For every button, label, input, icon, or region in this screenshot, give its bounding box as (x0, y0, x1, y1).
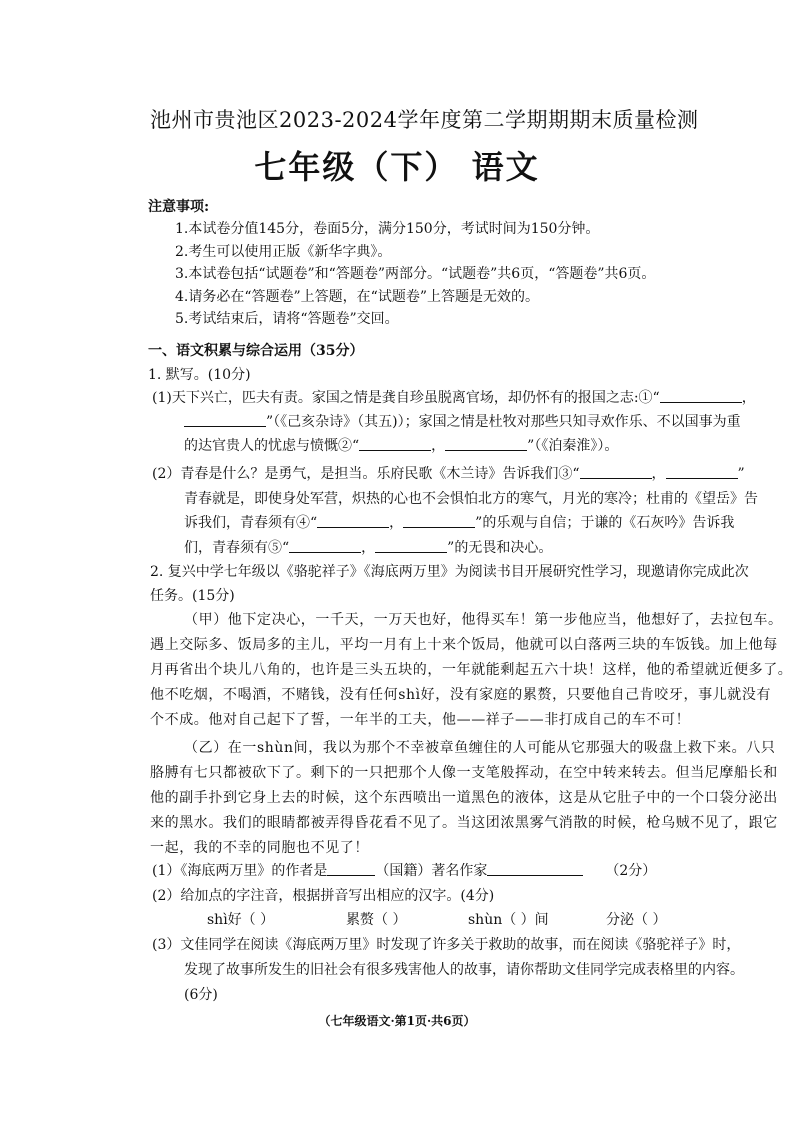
answer-blank-nationality[interactable] (327, 861, 375, 876)
q1-2-text-4: ”的乐观与自信；于谦的《石灰吟》告诉我 (475, 515, 735, 531)
answer-blank-2a[interactable] (359, 436, 431, 451)
section-heading: 一、语文积累与综合运用（35分） (148, 343, 364, 359)
passage-b-line-3: 他的副手扑到它身上去的时候，这个东西喷出一道黑色的液体，这是从它肚子中的一个口袋分泌出 (150, 790, 778, 806)
q1-2-quote: ” (737, 466, 745, 482)
note-item-1: 1.本试卷分值145分，卷面5分，满分150分，考试时间为150分钟。 (175, 221, 600, 237)
sub2-item-2: 累赘（ ） (346, 912, 407, 928)
sub-question-2-title: (2）给加点的字注音，根据拼音写出相应的汉字。(4分) (152, 888, 495, 904)
passage-a-line-4: 他不吃烟，不喝酒，不赌钱，没有任何shì好，没有家庭的累赘，只要他自己肯咬牙，事儿就没有 (150, 687, 772, 703)
sub-question-3-line-1: (3）文佳同学在阅读《海底两万里》时发现了许多关于救助的故事，而在阅读《骆驼祥子》时， (152, 937, 741, 953)
q1-1-comma-2: ， (431, 438, 446, 454)
q1-2-text-3: 诉我们，青春须有④“ (184, 515, 318, 531)
passage-a-line-1: （甲）他下定决心，一千天，一万天也好，他得买车！第一步他应当，他想好了，去拉包车。 (184, 612, 783, 628)
answer-blank-1a[interactable] (660, 388, 742, 403)
q1-2-text-6: ”的无畏和决心。 (447, 540, 553, 556)
sub1-text-b: （国籍）著名作家 (375, 863, 488, 879)
exam-subtitle: 七年级（下） 语文 (254, 148, 540, 186)
q1-2-line-3 (184, 512, 734, 532)
answer-blank-5b[interactable] (375, 538, 447, 553)
sub1-text-a: (1）《海底两万里》的作者是 (152, 863, 328, 879)
passage-a-line-5: 个不成。他对自己起下了誓，一年半的工夫，他——祥子——非打成自己的车不可！ (150, 712, 691, 728)
note-item-5: 5.考试结束后，请将“答题卷”交回。 (175, 311, 399, 327)
answer-blank-author[interactable] (487, 861, 583, 876)
q1-2-comma: ， (651, 466, 666, 482)
sub-question-3-line-3: (6分) (184, 987, 218, 1003)
sub1-score: （2分） (605, 863, 657, 879)
q1-2-line-1 (152, 463, 745, 483)
answer-blank-2b[interactable] (445, 436, 527, 451)
notes-heading: 注意事项: (148, 199, 210, 215)
question-2-line-1: 2. 复兴中学七年级以《骆驼祥子》《海底两万里》为阅读书目开展研究性学习，现邀请你完成此次 (150, 564, 749, 580)
answer-blank-3b[interactable] (666, 464, 738, 479)
q1-1-line-1 (152, 387, 756, 407)
q1-2-line-4 (184, 537, 552, 557)
q1-2-text: (2）青春是什么？是勇气，是担当。乐府民歌《木兰诗》告诉我们③“ (152, 466, 580, 482)
answer-blank-4b[interactable] (403, 513, 475, 528)
q1-2-comma-3: ， (361, 540, 376, 556)
passage-a-line-3: 月再省出个块儿八角的，也许是三头五块的，一年就能剩起五六十块！这样，他的希望就近便多了。 (150, 662, 793, 678)
sub2-item-1: shì好（ ） (207, 912, 275, 928)
note-item-2: 2.考生可以使用正版《新华字典》。 (175, 244, 392, 260)
answer-blank-4a[interactable] (317, 513, 389, 528)
page-footer: （七年级语文·第1页·共6页） (318, 1014, 476, 1028)
passage-a-line-2: 遇上交际多、饭局多的主儿，平均一月有上十来个饭局，他就可以白落两三块的车饭钱。加上他每 (150, 637, 778, 653)
q1-2-text-5: 们，青春须有⑤“ (184, 540, 290, 556)
q1-1-line-3 (184, 435, 618, 455)
answer-blank-3a[interactable] (580, 464, 652, 479)
sub2-item-4: 分泌（ ） (606, 912, 667, 928)
q1-1-line-2 (184, 411, 741, 431)
sub2-item-3: shùn（ ）间 (468, 912, 549, 928)
q1-1-text-3: 的达官贵人的忧虑与愤慨②“ (184, 438, 360, 454)
passage-b-line-2: 胳膊有七只都被砍下了。剩下的一只把那个人像一支笔般挥动，在空中转来转去。但当尼摩船长和 (150, 765, 778, 781)
note-item-4: 4.请务必在“答题卷”上答题，在“试题卷”上答题是无效的。 (175, 289, 539, 305)
q1-2-comma-2: ， (389, 515, 404, 531)
q1-1-text-4: ”（《泊秦淮》）。 (527, 438, 619, 454)
q1-1-text-2: ”（《己亥杂诗》（其五)）；家国之情是杜牧对那些只知寻欢作乐、不以国事为重 (266, 414, 741, 430)
passage-b-line-5: 一起，我的不幸的同胞也不见了！ (150, 840, 369, 856)
question-1-title: 1. 默写。(10分) (148, 367, 251, 383)
q1-1-comma: ， (741, 390, 756, 406)
passage-b-line-4: 来的黑水。我们的眼睛都被弄得昏花看不见了。当这团浓黑雾气消散的时候，枪乌贼不见了，跟它 (150, 815, 778, 831)
answer-blank-5a[interactable] (289, 538, 361, 553)
note-item-3: 3.本试卷包括“试题卷”和“答题卷”两部分。“试题卷”共6页，“答题卷”共6页。 (175, 266, 656, 282)
sub-question-1 (152, 860, 656, 880)
question-2-line-2: 任务。(15分) (150, 588, 235, 604)
q1-2-line-2: 青春就是，即使身处军营，炽热的心也不会惧怕北方的寒气，月光的寒冷；杜甫的《望岳》告 (184, 491, 758, 507)
sub-question-3-line-2: 发现了故事所发生的旧社会有很多残害他人的故事，请你帮助文佳同学完成表格里的内容。 (184, 962, 744, 978)
q1-1-text: (1)天下兴亡，匹夫有责。家国之情是龚自珍虽脱离官场，却仍怀有的报国之志:①“ (152, 390, 660, 406)
answer-blank-1b[interactable] (184, 412, 266, 427)
exam-title: 池州市贵池区2023-2024学年度第二学期期期末质量检测 (150, 108, 699, 132)
passage-b-line-1: （乙）在一shùn间，我以为那个不幸被章鱼缠住的人可能从它那强大的吸盘上救下来。八只 (184, 740, 776, 756)
